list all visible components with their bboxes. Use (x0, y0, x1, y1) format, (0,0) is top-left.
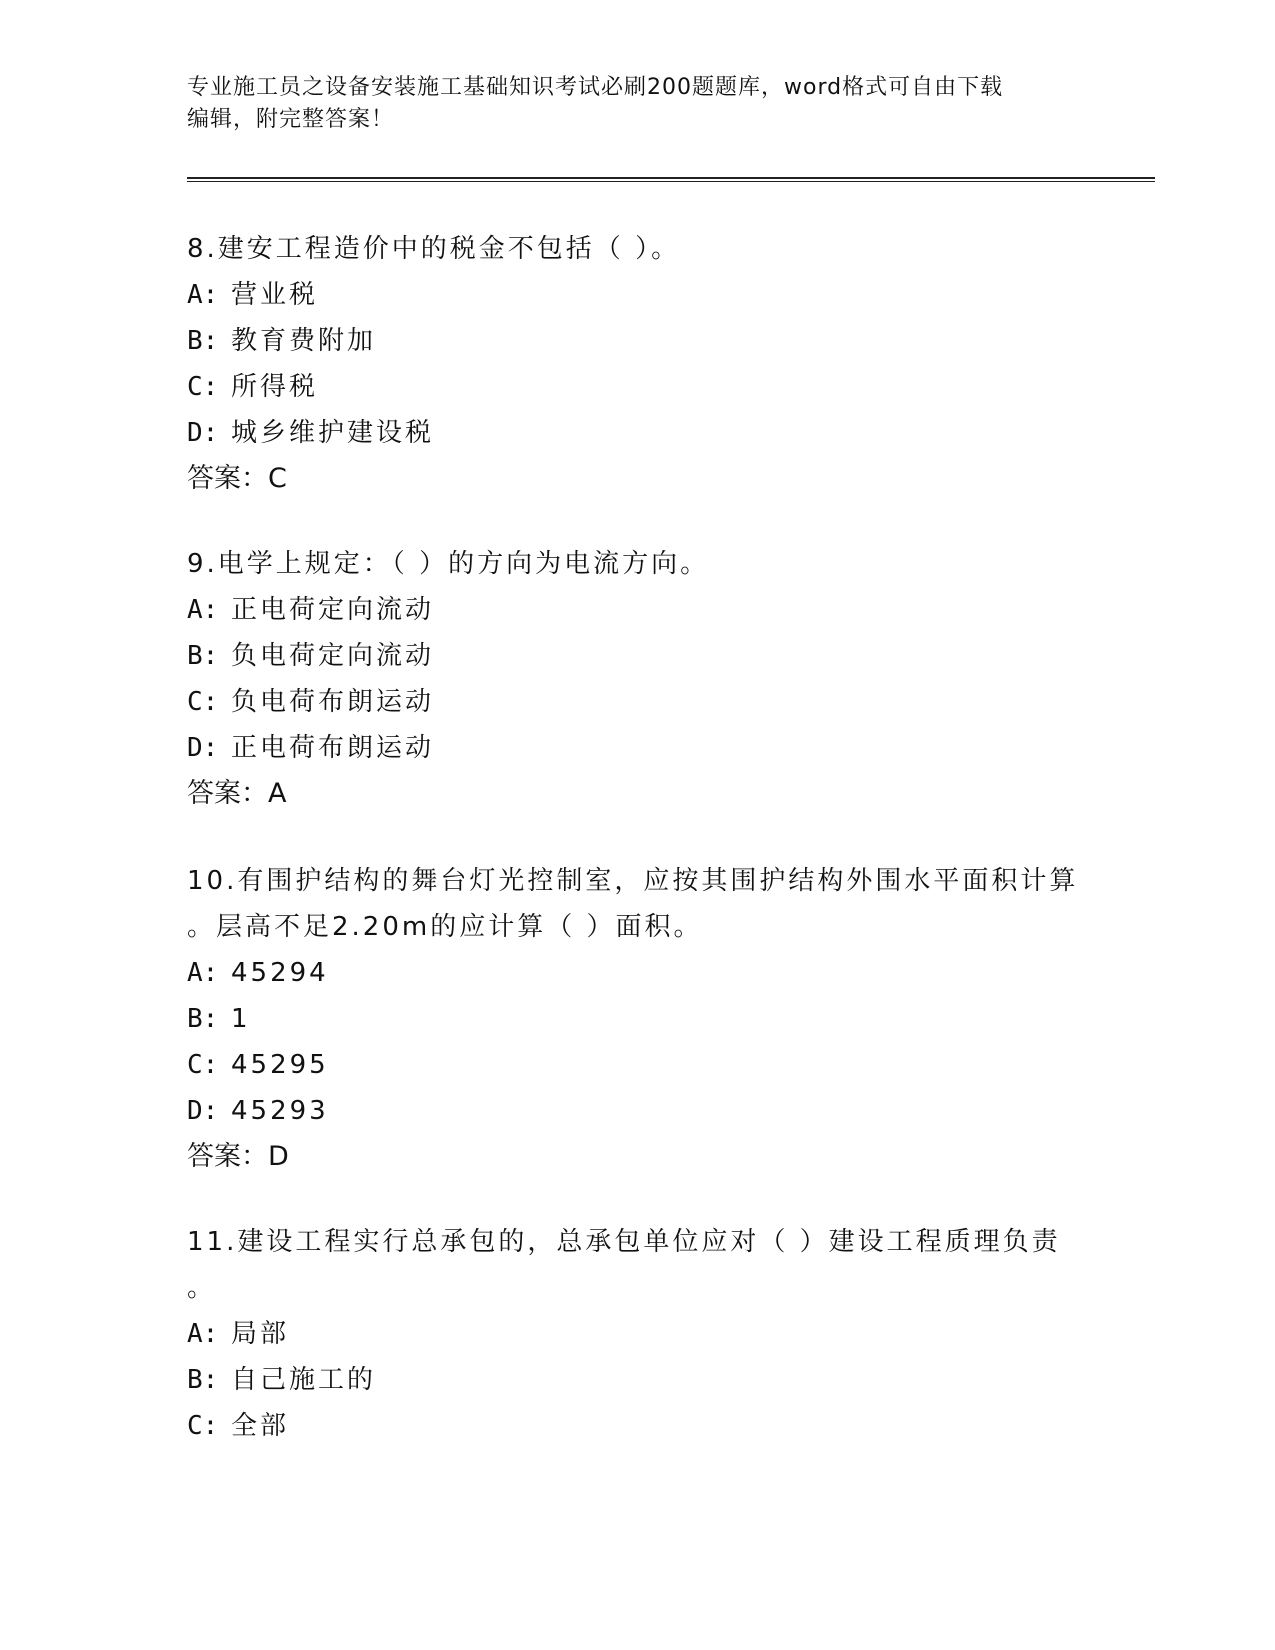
answer-line: 答案：A (187, 778, 287, 809)
option-letter: A: (187, 1319, 219, 1349)
question-stem (187, 541, 1087, 587)
stem-line: 。层高不足2.20m的应计算（ ）面积。 (187, 912, 703, 942)
header-line-2: 编辑，附完整答案！ (187, 107, 395, 132)
option-letter: C: (187, 1411, 219, 1441)
answer-line: 答案：C (187, 463, 287, 494)
option-letter: D: (187, 733, 219, 763)
question-8 (187, 226, 1087, 502)
stem-line: 。 (187, 1273, 217, 1303)
option-a (187, 1311, 1087, 1357)
option-a (187, 950, 1087, 996)
option-letter: B: (187, 1004, 219, 1034)
option-text: 负电荷定向流动 (231, 641, 435, 671)
option-letter: B: (187, 326, 219, 356)
option-b (187, 1357, 1087, 1403)
answer-line: 答案：D (187, 1141, 289, 1172)
option-letter: A: (187, 958, 219, 988)
question-9 (187, 541, 1087, 817)
option-text: 45295 (231, 1050, 329, 1080)
question-stem (187, 1219, 1087, 1311)
option-d (187, 1088, 1087, 1134)
option-text: 教育费附加 (231, 326, 377, 356)
option-text: 自己施工的 (231, 1365, 377, 1395)
option-text: 1 (231, 1004, 251, 1034)
question-stem (187, 226, 1087, 272)
option-c (187, 1042, 1087, 1088)
option-letter: C: (187, 687, 219, 717)
stem-line: 11.建设工程实行总承包的，总承包单位应对（ ）建设工程质理负责 (187, 1227, 1061, 1257)
option-c (187, 1403, 1087, 1449)
option-letter: D: (187, 418, 219, 448)
header-divider-thick (187, 177, 1155, 179)
question-11 (187, 1219, 1087, 1449)
stem-line: 8.建安工程造价中的税金不包括（ ）。 (187, 234, 681, 264)
question-10 (187, 858, 1087, 1180)
option-letter: A: (187, 595, 219, 625)
option-c (187, 364, 1087, 410)
option-text: 全部 (231, 1411, 290, 1441)
option-text: 45294 (231, 958, 329, 988)
option-a (187, 272, 1087, 318)
option-text: 正电荷定向流动 (231, 595, 435, 625)
option-text: 负电荷布朗运动 (231, 687, 435, 717)
option-text: 局部 (231, 1319, 290, 1349)
header-divider-thin (187, 181, 1155, 182)
option-text: 所得税 (231, 372, 319, 402)
option-letter: B: (187, 641, 219, 671)
option-letter: C: (187, 372, 219, 402)
document-header (187, 72, 1067, 136)
question-stem (187, 858, 1087, 950)
option-text: 城乡维护建设税 (231, 418, 435, 448)
option-letter: D: (187, 1096, 219, 1126)
option-b (187, 318, 1087, 364)
stem-line: 9.电学上规定：（ ）的方向为电流方向。 (187, 549, 710, 579)
option-letter: C: (187, 1050, 219, 1080)
option-b (187, 633, 1087, 679)
option-text: 正电荷布朗运动 (231, 733, 435, 763)
stem-line: 10.有围护结构的舞台灯光控制室，应按其围护结构外围水平面积计算 (187, 866, 1079, 896)
option-text: 45293 (231, 1096, 329, 1126)
header-line-1: 专业施工员之设备安装施工基础知识考试必刷200题题库，word格式可自由下载 (187, 75, 1004, 100)
option-letter: B: (187, 1365, 219, 1395)
option-c (187, 679, 1087, 725)
option-d (187, 410, 1087, 456)
option-a (187, 587, 1087, 633)
option-b (187, 996, 1087, 1042)
option-d (187, 725, 1087, 771)
option-text: 营业税 (231, 280, 319, 310)
option-letter: A: (187, 280, 219, 310)
